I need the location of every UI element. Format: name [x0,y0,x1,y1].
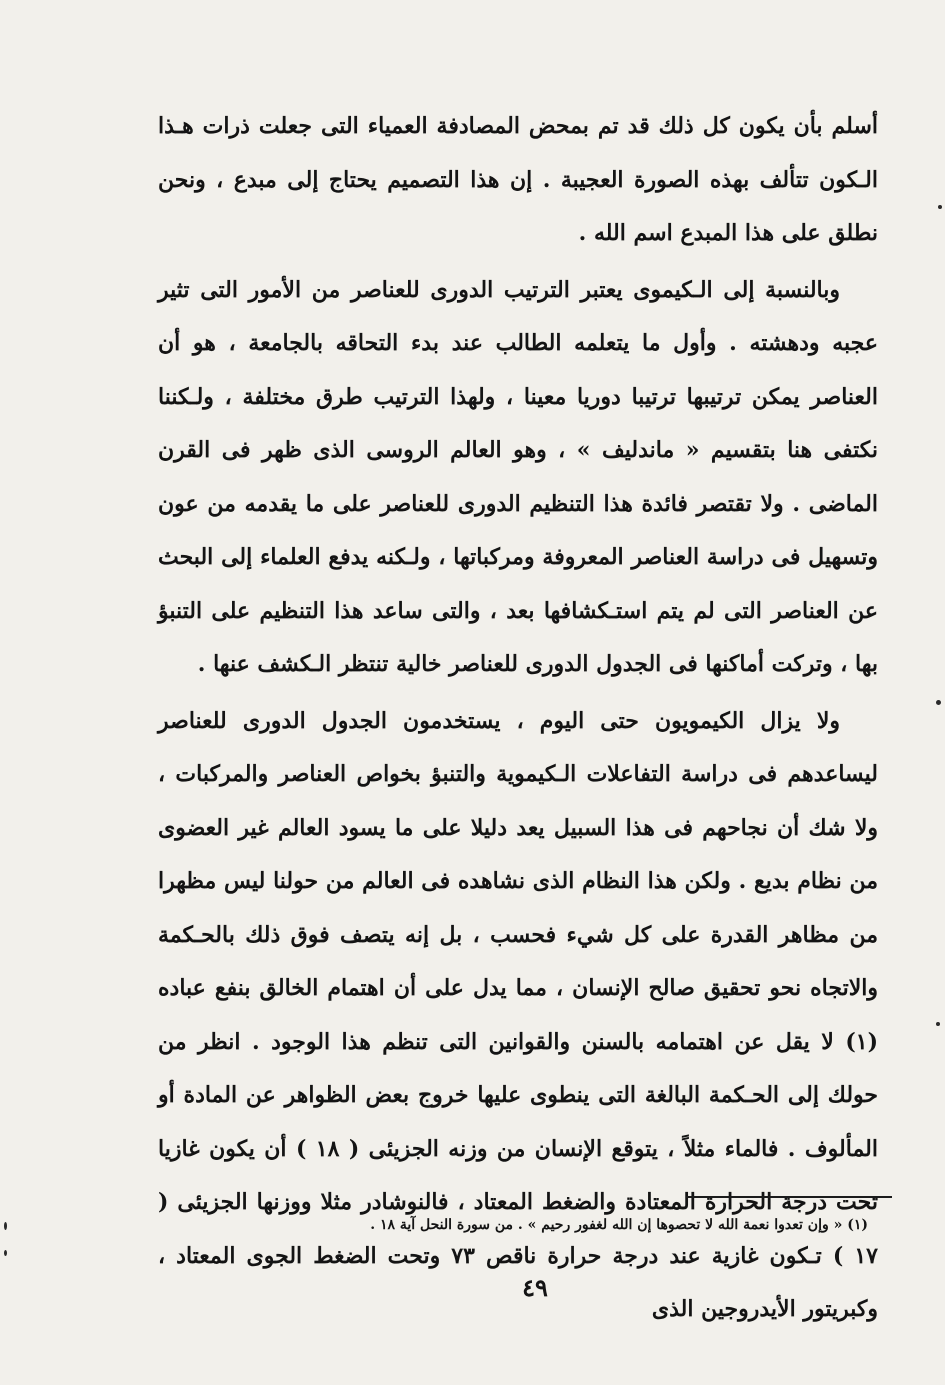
scan-speck [4,1250,7,1256]
paragraph-1: أسلم بأن يكون كل ذلك قد تم بمحض المصادفة العمياء التى جعلت ذرات هـذا الـكون تتألف بهذه الصورة العجيبة . إن هذا التصميم يحتاج إلى مبدع ، ونحن نطلق على هذا المبدع اسم الله . [158,113,878,246]
paragraph-2: وبالنسبة إلى الـكيموى يعتبر الترتيب الدورى للعناصر من الأمور التى تثير عجبه ودهشته . وأول ما يتعلمه الطالب عند بدء التحاقه بالجامعة ، هو أن العناصر يمكن ترتيبها ترتيبا دوريا معينا ، ولهذا الترتيب طرق مختلفة ، ولـكننا نكتفى هنا بتقسيم « ماندليف » ، وهو العالم الروسى الذى ظهر فى القرن الماضى . ولا تقتصر فائدة هذا التنظيم الدورى للعناصر على ما يقدمه من عون وتسهيل فى دراسة العناصر المعروفة ومركباتها ، ولـكنه يدفع العلماء إلى البحث عن العناصر التى لم يتم استـكشافها بعد ، والتى ساعد هذا التنظيم على التنبؤ بها ، وتركت أماكنها فى الجدول الدورى للعناصر خالية تنتظر الـكشف عنها . [158,276,878,677]
paragraph-3: ولا يزال الكيمويون حتى اليوم ، يستخدمون الجدول الدورى للعناصر ليساعدهم فى دراسة التفاعلات الـكيموية والتنبؤ بخواص العناصر والمركبات ، ولا شك أن نجاحهم فى هذا السبيل يعد دليلا على ما يسود العالم غير العضوى من نظام بديع . ولكن هذا النظام الذى نشاهده فى العالم من حولنا ليس مظهرا من مظاهر القدرة على كل شيء فحسب ، بل إنه يتصف فوق ذلك بالحـكمة والاتجاه نحو تحقيق صالح الإنسان ، مما يدل على أن اهتمام الخالق بنفع عباده (١) لا يقل عن اهتمامه بالسنن والقوانين التى تنظم هذا الوجود . انظر من حولك إلى الحـكمة البالغة التى ينطوى عليها خروج بعض الظواهر عن المادة أو المألوف . فالماء مثلاً ، يتوقع الإنسان من وزنه الجزيئى ( ١٨ ) أن يكون غازيا تحت درجة الحرارة المعتادة والضغط المعتاد ، فالنوشادر مثلا ووزنها الجزيئى ( ١٧ ) تـكون غازية عند درجة حرارة ناقص ٧٣ وتحت الضغط الجوى المعتاد ، وكبريتور الأيدروجين الذى [158,707,878,1322]
scan-speck [4,1222,7,1230]
page-body [158,100,878,1337]
scan-speck [936,700,941,705]
footnote: (١) « وإن تعدوا نعمة الله لا تحصوها إن الله لغفور رحيم » . من سورة النحل آية ١٨ . [370,1217,868,1233]
footnote-separator [686,1196,892,1198]
scan-speck [938,205,942,209]
scan-speck [936,1022,940,1026]
page-number: ٤٩ [522,1273,548,1302]
